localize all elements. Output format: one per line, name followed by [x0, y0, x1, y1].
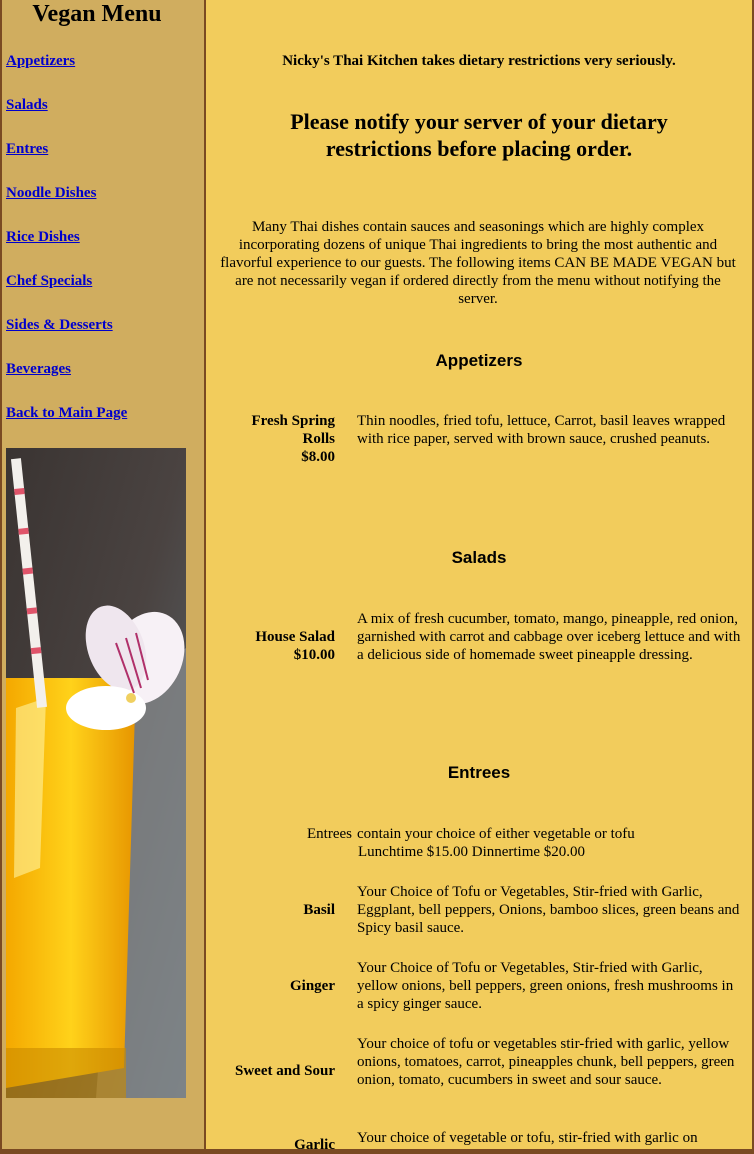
sidebar-title: Vegan Menu	[32, 1, 162, 27]
nav-link-appetizers[interactable]: Appetizers	[6, 53, 76, 69]
item-title: Basil	[303, 902, 335, 918]
item-description: Your choice of vegetable or tofu, stir-fried with garlic on	[357, 1130, 698, 1146]
item-title: Garlic	[294, 1137, 335, 1153]
section-heading-appetizers: Appetizers	[435, 351, 523, 370]
drink-photo	[6, 448, 186, 1098]
nav-link-noodle-dishes[interactable]: Noodle Dishes	[6, 185, 97, 201]
nav-link-beverages[interactable]: Beverages	[6, 361, 71, 377]
item-description: Thin noodles, fried tofu, lettuce, Carrot, basil leaves wrapped with rice paper, served with brown sauce, crushed peanuts.	[357, 413, 726, 447]
item-title: House Salad	[255, 629, 335, 645]
drink-photo-graphic	[6, 448, 186, 1098]
item-description: Your Choice of Tofu or Vegetables, Stir-fried with Garlic, Eggplant, bell peppers, Onions, bamboo slices, green beans and Spicy basil sauce.	[357, 884, 740, 936]
nav-link-entres[interactable]: Entres	[6, 141, 49, 157]
item-title: Ginger	[290, 978, 335, 994]
main-content	[206, 0, 752, 1153]
intro-description: Many Thai dishes contain sauces and seasonings which are highly complex incorporating dozens of unique Thai ingredients to bring the most authentic and flavorful experience to our guests. The following items CAN BE MADE VEGAN but are not necessarily vegan if ordered directly from the menu without notifying the server.	[220, 219, 736, 307]
entree-note-prices: Lunchtime $15.00 Dinnertime $20.00	[358, 844, 586, 860]
intro-notice: Please notify your server of your dietary restrictions before placing order.	[290, 109, 668, 161]
item-title: Fresh Spring Rolls	[251, 413, 335, 447]
item-description: A mix of fresh cucumber, tomato, mango, pineapple, red onion, garnished with carrot and cabbage over iceberg lettuce and with a delicious side of homemade sweet pineapple dressing.	[357, 611, 741, 663]
section-heading-salads: Salads	[451, 548, 507, 567]
nav-link-salads[interactable]: Salads	[6, 97, 48, 113]
entree-note-text: contain your choice of either vegetable or tofu	[357, 826, 635, 842]
item-description: Your Choice of Tofu or Vegetables, Stir-fried with Garlic, yellow onions, bell peppers, green onions, fresh mushrooms in a spicy ginger sauce.	[357, 960, 734, 1012]
section-heading-entrees: Entrees	[447, 763, 511, 782]
nav-link-back-to-main[interactable]: Back to Main Page	[6, 405, 128, 421]
item-price: $10.00	[293, 647, 335, 663]
item-title: Sweet and Sour	[234, 1063, 335, 1079]
item-name	[216, 628, 335, 664]
entree-note-label: Entrees	[307, 826, 352, 842]
item-price: $8.00	[301, 449, 335, 465]
item-name	[216, 412, 335, 466]
nav-link-rice-dishes[interactable]: Rice Dishes	[6, 229, 80, 245]
nav-link-sides-desserts[interactable]: Sides & Desserts	[6, 317, 113, 333]
intro-statement: Nicky's Thai Kitchen takes dietary restrictions very seriously.	[282, 53, 676, 69]
sidebar	[2, 0, 204, 1149]
item-description: Your choice of tofu or vegetables stir-fried with garlic, yellow onions, tomatoes, carrot, pineapples chunk, bell peppers, green onion, tomato, cucumbers in sweet and sour sauce.	[357, 1036, 735, 1088]
nav-link-chef-specials[interactable]: Chef Specials	[6, 273, 93, 289]
